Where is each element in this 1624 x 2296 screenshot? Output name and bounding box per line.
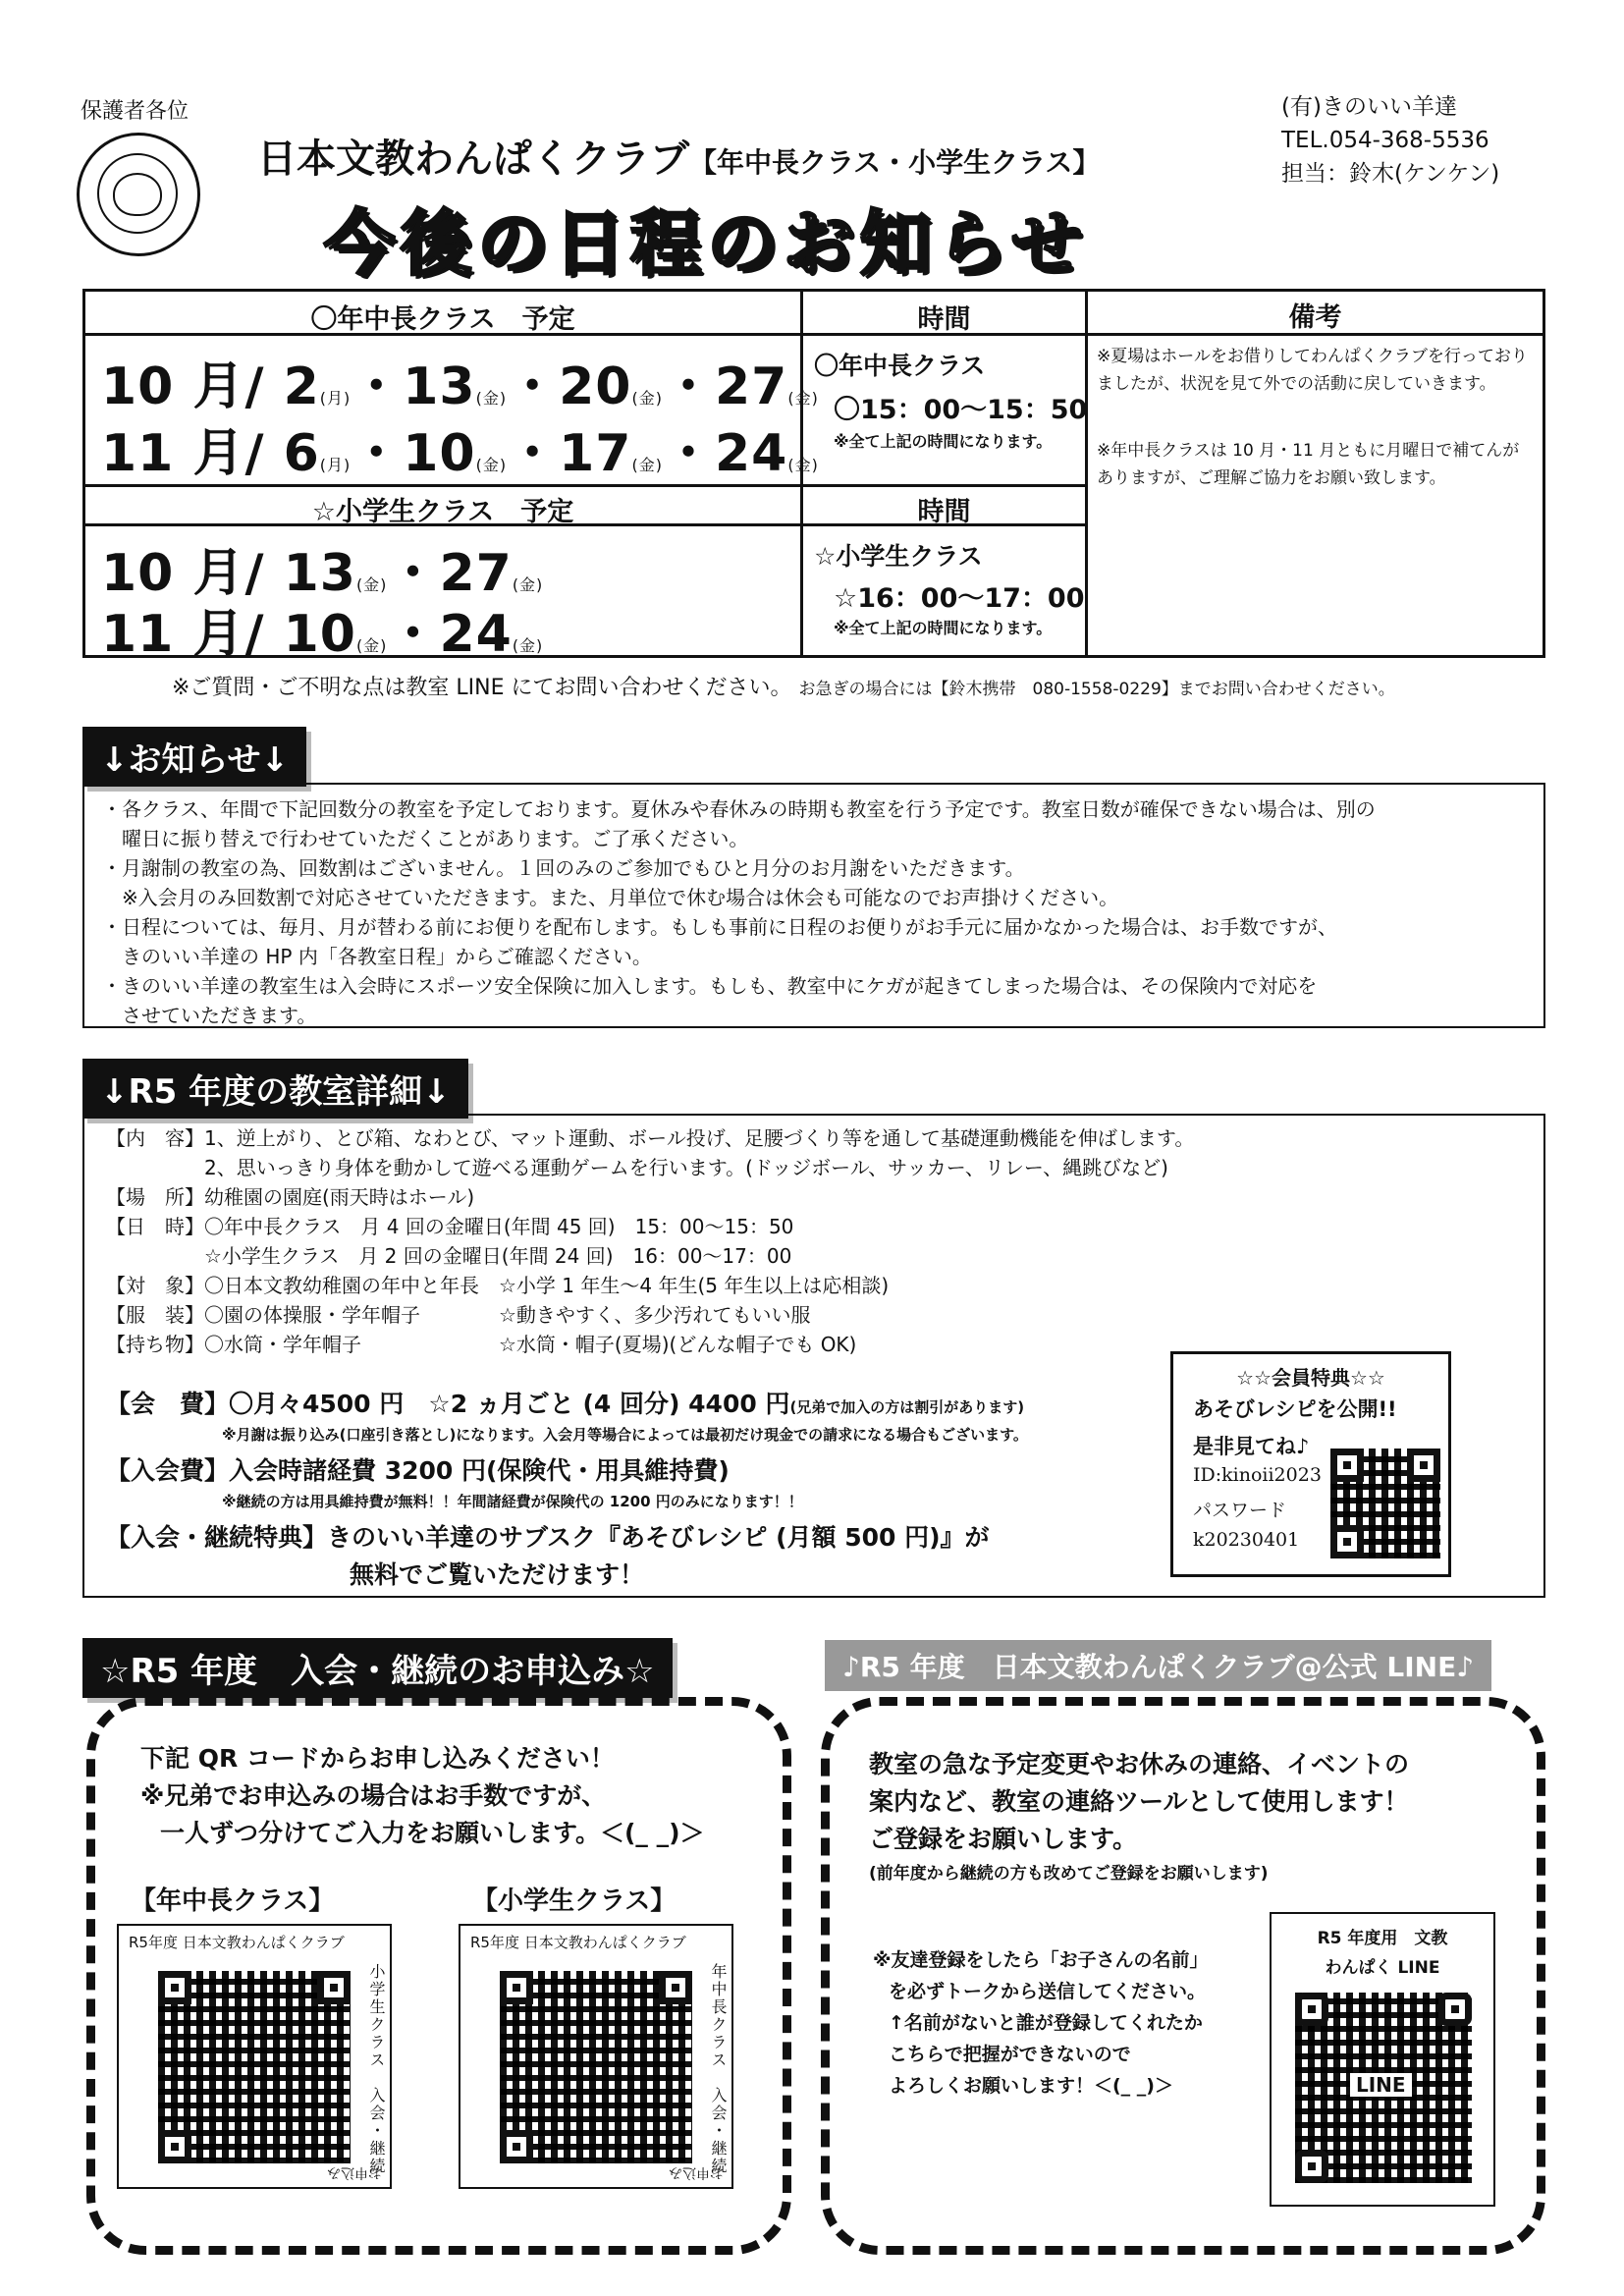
- details-box: [82, 1114, 1545, 1598]
- kinder-apply-label: 【年中長クラス】: [131, 1886, 335, 1916]
- detail-line: 【服 装】〇園の体操服・学年帽子 ☆動きやすく、多少汚れてもいい服: [106, 1303, 811, 1327]
- time-header: 時間: [917, 304, 971, 335]
- company-contact: 担当：鈴木(ケンケン): [1281, 161, 1500, 187]
- club-name-text: 日本文教わんぱくクラブ: [257, 137, 689, 182]
- detail-line: 【日 時】〇年中長クラス 月 4 回の金曜日(年間 45 回) 15：00～15：50: [106, 1215, 794, 1238]
- elem-time: ☆16：00～17：00: [834, 583, 1085, 614]
- remark-makeup: ※年中長クラスは 10 月・11 月ともに月曜日で補てんがありますが、ご理解ご協力をお願い致します。: [1097, 441, 1520, 488]
- elem-apply-label: 【小学生クラス】: [472, 1886, 677, 1916]
- notice-banner: ↓お知らせ↓: [82, 727, 306, 787]
- remarks-header: 備考: [1288, 302, 1342, 333]
- elem-nov-dates: 11 月/ 10(金)・24(金): [101, 605, 544, 664]
- elem-schedule-header: ☆小学生クラス 予定: [311, 497, 574, 527]
- elem-time-note: ※全て上記の時間になります。: [834, 619, 1053, 637]
- details-banner: ↓R5 年度の教室詳細↓: [82, 1059, 468, 1119]
- kinder-apply-qr[interactable]: [117, 1924, 392, 2189]
- notice-item: きのいい羊達の HP 内「各教室日程」からご確認ください。: [102, 945, 652, 968]
- apply-box: [86, 1697, 791, 2255]
- perk-line-2: 無料でご覧いただけます！: [350, 1560, 645, 1589]
- page-title: 今後の日程のお知らせ: [324, 202, 1088, 285]
- notice-box: [82, 783, 1545, 1028]
- line-qr-title-1: R5 年度用 文教: [1317, 1929, 1448, 1948]
- club-name: [257, 128, 1100, 184]
- line-step-5: よろしくお願いします！＜(_ _)＞: [889, 2075, 1173, 2097]
- perk-line: 【入会・継続特典】きのいい羊達のサブスク『あそびレシピ (月額 500 円)』が: [106, 1523, 990, 1552]
- line-desc-1: 教室の急な予定変更やお休みの連絡、イベントの: [869, 1750, 1410, 1778]
- line-qr-code: [1295, 1993, 1472, 2183]
- elem-time-class: ☆小学生クラス: [814, 542, 983, 571]
- qr-caption: R5年度 日本文教わんぱくクラブ: [470, 1934, 686, 1951]
- member-id: ID:kinoii2023: [1193, 1464, 1322, 1486]
- apply-banner: ☆R5 年度 入会・継続のお申込み☆: [82, 1638, 673, 1698]
- detail-line: 2、思いっきり身体を動かして遊べる運動ゲームを行います。(ドッジボール、サッカー、リレー、縄跳びなど): [106, 1156, 1168, 1179]
- qr-side-label: 年中長クラス 入会・継続: [709, 1963, 728, 2175]
- line-step-1: ※友達登録をしたら「お子さんの名前」: [873, 1949, 1209, 1971]
- notice-item: させていただきます。: [102, 1004, 317, 1027]
- qr-bottom-label: お申込み: [327, 2164, 382, 2180]
- apply-line1: 下記 QR コードからお申し込みください！: [140, 1744, 615, 1773]
- line-note: (前年度から継続の方も改めてご登録をお願いします): [869, 1864, 1269, 1884]
- kinder-time-class: 〇年中長クラス: [814, 352, 986, 380]
- kinder-time-note: ※全て上記の時間になります。: [834, 432, 1053, 451]
- elem-time-header: 時間: [917, 497, 971, 527]
- line-box: [821, 1697, 1545, 2255]
- member-perk-title: ☆☆会員特典☆☆: [1236, 1366, 1385, 1390]
- entry-fee-note: ※継続の方は用具維持費が無料！！年間諸経費が保険代の 1200 円のみになります！！: [222, 1493, 803, 1510]
- club-classes: 【年中長クラス・小学生クラス】: [689, 146, 1101, 179]
- elem-apply-qr[interactable]: [459, 1924, 733, 2189]
- member-password-label: パスワード: [1193, 1500, 1287, 1521]
- member-perk-line2: 是非見てね♪: [1193, 1435, 1310, 1458]
- company-tel: TEL.054-368-5536: [1281, 128, 1489, 153]
- company-info: [1281, 90, 1499, 191]
- line-step-4: こちらで把握ができないので: [889, 2044, 1131, 2065]
- detail-line: 【場 所】幼稚園の園庭(雨天時はホール): [106, 1185, 475, 1209]
- qr-pattern: [500, 1971, 692, 2163]
- notice-item: ・日程については、毎月、月が替わる前にお便りを配布します。もしも事前に日程のお便りがお手元に届かなかった場合は、お手数ですが、: [102, 915, 1337, 939]
- qr-bottom-label: お申込み: [669, 2164, 724, 2180]
- detail-line: ☆小学生クラス 月 2 回の金曜日(年間 24 回) 16：00～17：00: [106, 1244, 792, 1268]
- detail-line: 【持ち物】〇水筒・学年帽子 ☆水筒・帽子(夏場)(どんな帽子でも OK): [106, 1333, 857, 1356]
- member-qr-code[interactable]: [1330, 1449, 1440, 1558]
- notice-item: ・きのいい羊達の教室生は入会時にスポーツ安全保険に加入します。もしも、教室中にケガが起きてしまった場合は、その保険内で対応を: [102, 974, 1318, 998]
- remark-summer: ※夏場はホールをお借りしてわんぱくクラブを行っておりましたが、状況を見て外での活動に戻していきます。: [1097, 347, 1528, 394]
- kinder-nov-dates: 11 月/ 6(月)・10(金)・17(金)・24(金): [101, 424, 819, 483]
- member-perk-line1: あそびレシピを公開!!: [1193, 1397, 1397, 1421]
- entry-fee-line: 【入会費】入会時諸経費 3200 円(保険代・用具維持費): [106, 1456, 730, 1485]
- apply-line3: 一人ずつ分けてご入力をお願いします。＜(_ _)＞: [160, 1819, 705, 1847]
- line-desc-3: ご登録をお願いします。: [869, 1825, 1138, 1853]
- line-logo-text: LINE: [1350, 2073, 1412, 2097]
- notice-item: 曜日に振り替えで行わせていただくことがあります。ご了承ください。: [102, 827, 749, 850]
- apply-line2: ※兄弟でお申込みの場合はお手数ですが、: [140, 1781, 607, 1810]
- line-qr-title-2: わんぱく LINE: [1325, 1958, 1440, 1978]
- line-desc-2: 案内など、教室の連絡ツールとして使用します！: [869, 1787, 1409, 1816]
- qr-side-label: 小学生クラス 入会・継続: [367, 1963, 386, 2175]
- fee-note: ※月謝は振り込み(口座引き落とし)になります。入会月等場合によっては最初だけ現金での請求になる場合もございます。: [222, 1426, 1028, 1444]
- elem-oct-dates: 10 月/ 13(金)・27(金): [101, 544, 544, 603]
- club-logo: [77, 133, 200, 256]
- line-step-3: ↑名前がないと誰が登録してくれたか: [889, 2012, 1203, 2034]
- member-password: k20230401: [1193, 1529, 1300, 1551]
- recipient-label: 保護者各位: [81, 99, 189, 124]
- notice-item: ・各クラス、年間で下記回数分の教室を予定しております。夏休みや春休みの時期も教室を行う予定です。教室日数が確保できない場合は、別の: [102, 797, 1376, 821]
- fee-line: 【会 費】〇月々4500 円 ☆2 ヵ月ごと (4 回分) 4400 円(兄弟で加入の方は割引があります): [106, 1390, 1025, 1418]
- member-perk-box: [1170, 1351, 1451, 1577]
- company-name: (有)きのいい羊達: [1281, 94, 1457, 120]
- contact-footnote: ※ご質問・ご不明な点は教室 LINE にてお問い合わせください。 お急ぎの場合には【鈴木携帯 080-1558-0229】までお問い合わせください。: [172, 676, 1395, 700]
- schedule-table: [82, 289, 1545, 664]
- kinder-time: 〇15：00～15：50: [834, 395, 1088, 425]
- line-qr-card[interactable]: [1270, 1912, 1495, 2207]
- line-banner: ♪R5 年度 日本文教わんぱくクラブ@公式 LINE♪: [825, 1640, 1491, 1691]
- kinder-schedule-header: 〇年中長クラス 予定: [310, 304, 575, 335]
- detail-line: 【内 容】1、逆上がり、とび箱、なわとび、マット運動、ボール投げ、足腰づくり等を通して基礎運動機能を伸ばします。: [106, 1126, 1195, 1150]
- notice-item: ・月謝制の教室の為、回数割はございません。１回のみのご参加でもひと月分のお月謝をいただきます。: [102, 856, 1025, 880]
- qr-pattern: [158, 1971, 351, 2163]
- kinder-oct-dates: 10 月/ 2(月)・13(金)・20(金)・27(金): [101, 357, 819, 416]
- qr-caption: R5年度 日本文教わんぱくクラブ: [129, 1934, 345, 1951]
- line-step-2: を必ずトークから送信してください。: [889, 1981, 1207, 2002]
- detail-line: 【対 象】〇日本文教幼稚園の年中と年長 ☆小学 1 年生～4 年生(5 年生以上は応相談): [106, 1274, 890, 1297]
- notice-item: ※入会月のみ回数割で対応させていただきます。また、月単位で休む場合は休会も可能なのでお声掛けください。: [102, 886, 1119, 909]
